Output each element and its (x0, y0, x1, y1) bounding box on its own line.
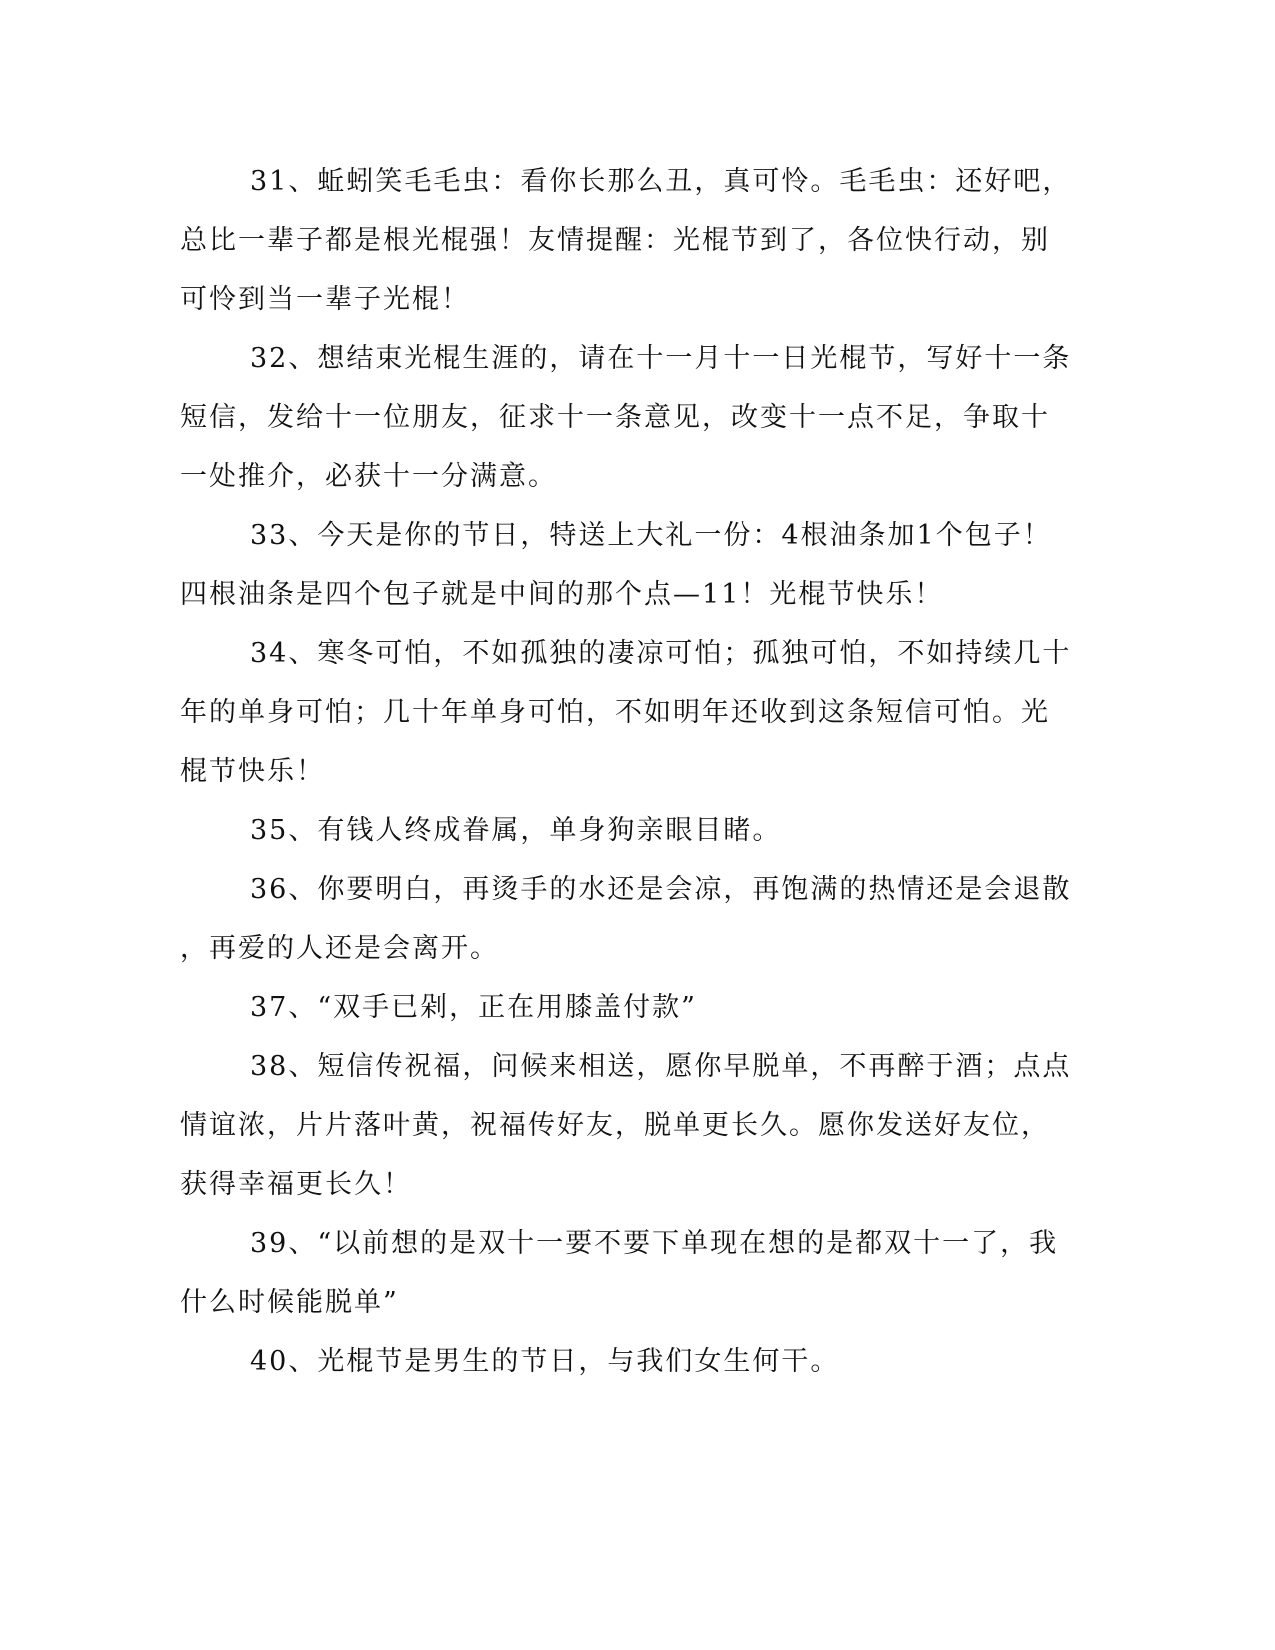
paragraph-33-line-1: 33、今天是你的节日，特送上大礼一份：4根油条加1个包子！ (250, 520, 1052, 551)
paragraph-31-line-3: 可怜到当一辈子光棍！ (180, 284, 470, 315)
document-body (180, 152, 1072, 1391)
paragraph-40-line-1: 40、光棍节是男生的节日，与我们女生何干。 (250, 1346, 840, 1377)
paragraph-31-line-2: 总比一辈子都是根光棍强！友情提醒：光棍节到了，各位快行动，别 (180, 225, 1050, 256)
paragraph-39-line-2: 什么时候能脱单” (180, 1287, 399, 1318)
paragraph-36-line-2: ，再爱的人还是会离开。 (180, 933, 499, 964)
paragraph-38-line-2: 情谊浓，片片落叶黄，祝福传好友，脱单更长久。愿你发送好友位， (180, 1110, 1050, 1141)
paragraph-39-line-1: 39、“以前想的是双十一要不要下单现在想的是都双十一了，我 (250, 1228, 1059, 1259)
paragraph-36-line-1: 36、你要明白，再烫手的水还是会凉，再饱满的热情还是会退散 (250, 874, 1072, 905)
paragraph-32-line-3: 一处推介，必获十一分满意。 (180, 461, 557, 492)
paragraph-34-line-3: 棍节快乐！ (180, 756, 325, 787)
paragraph-38-line-1: 38、短信传祝福，问候来相送，愿你早脱单，不再醉于酒；点点 (250, 1051, 1072, 1082)
paragraph-32-line-2: 短信，发给十一位朋友，征求十一条意见，改变十一点不足，争取十 (180, 402, 1050, 433)
paragraph-34-line-1: 34、寒冬可怕，不如孤独的凄凉可怕；孤独可怕，不如持续几十 (250, 638, 1072, 669)
paragraph-38-line-3: 获得幸福更长久！ (180, 1169, 412, 1200)
paragraph-37-line-1: 37、“双手已剁，正在用膝盖付款” (250, 992, 697, 1023)
paragraph-35-line-1: 35、有钱人终成眷属，单身狗亲眼目睹。 (250, 815, 782, 846)
paragraph-33-line-2: 四根油条是四个包子就是中间的那个点—11！光棍节快乐！ (180, 579, 944, 610)
paragraph-32-line-1: 32、想结束光棍生涯的，请在十一月十一日光棍节，写好十一条 (250, 343, 1072, 374)
paragraph-31-line-1: 31、蚯蚓笑毛毛虫：看你长那么丑，真可怜。毛毛虫：还好吧， (250, 166, 1072, 197)
paragraph-34-line-2: 年的单身可怕；几十年单身可怕，不如明年还收到这条短信可怕。光 (180, 697, 1050, 728)
